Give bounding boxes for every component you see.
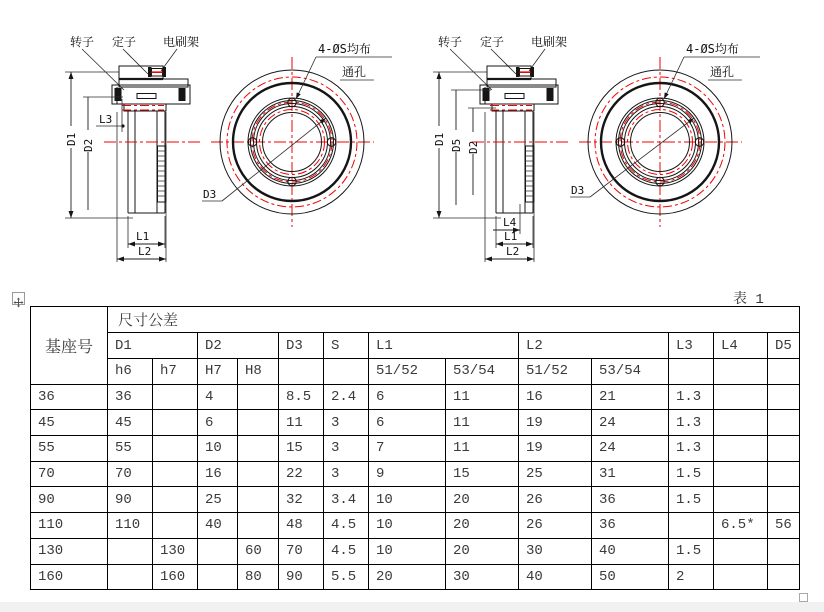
- cell[interactable]: 36: [31, 384, 108, 410]
- cell[interactable]: [238, 384, 279, 410]
- left-section-drawing[interactable]: [65, 34, 200, 262]
- cell[interactable]: 11: [446, 384, 519, 410]
- cell[interactable]: 3.4: [324, 487, 369, 513]
- left-dim-l2: L2: [138, 245, 152, 258]
- cell[interactable]: 6: [369, 410, 446, 436]
- table-row: [31, 513, 800, 539]
- cell[interactable]: 110: [108, 513, 153, 539]
- cell[interactable]: 7: [369, 436, 446, 462]
- header-cell-base-number[interactable]: 基座号: [31, 307, 108, 385]
- cell[interactable]: 70: [108, 461, 153, 487]
- left-dim-l3: L3: [99, 113, 113, 126]
- cell[interactable]: 26: [519, 487, 592, 513]
- cell[interactable]: [714, 564, 768, 590]
- cell[interactable]: 30: [519, 538, 592, 564]
- cell[interactable]: [153, 384, 198, 410]
- cell[interactable]: 32: [279, 487, 324, 513]
- cell[interactable]: 16: [198, 461, 238, 487]
- cell[interactable]: 40: [592, 538, 669, 564]
- cell[interactable]: 19: [519, 436, 592, 462]
- cell[interactable]: 55: [31, 436, 108, 462]
- cell[interactable]: 160: [31, 564, 108, 590]
- cell[interactable]: 8.5: [279, 384, 324, 410]
- cell[interactable]: 70: [31, 461, 108, 487]
- right-section-drawing[interactable]: [433, 34, 568, 262]
- cell[interactable]: [153, 487, 198, 513]
- header-cell-H7[interactable]: H7: [198, 359, 238, 385]
- cell[interactable]: 20: [446, 487, 519, 513]
- cell[interactable]: [238, 487, 279, 513]
- cell[interactable]: 56: [768, 513, 800, 539]
- left-brush-label: 电刷架: [163, 35, 200, 49]
- table-row: [31, 538, 800, 564]
- cell[interactable]: 2: [669, 564, 714, 590]
- cell[interactable]: [153, 513, 198, 539]
- cell[interactable]: 48: [279, 513, 324, 539]
- right-brush-label: 电刷架: [531, 35, 568, 49]
- cell[interactable]: 3: [324, 461, 369, 487]
- right-dim-l4: L4: [503, 216, 517, 229]
- right-front-drawing[interactable]: [570, 41, 760, 227]
- cell[interactable]: [153, 436, 198, 462]
- cell[interactable]: [768, 436, 800, 462]
- left-holes-note-line1: 4-ØS均布: [318, 42, 371, 56]
- cell[interactable]: 6: [198, 410, 238, 436]
- cell[interactable]: 10: [369, 538, 446, 564]
- cell[interactable]: 45: [108, 410, 153, 436]
- cell[interactable]: 45: [31, 410, 108, 436]
- left-d3-leader: [222, 118, 326, 201]
- cell[interactable]: 36: [108, 384, 153, 410]
- header-cell-l2-5152[interactable]: 51/52: [519, 359, 592, 385]
- right-brush-assembly: [516, 67, 534, 77]
- table-caption: 表 1: [733, 292, 764, 308]
- cell[interactable]: 1.5: [669, 487, 714, 513]
- cell[interactable]: 40: [198, 513, 238, 539]
- cell[interactable]: 40: [519, 564, 592, 590]
- cell[interactable]: 25: [519, 461, 592, 487]
- right-dim-d3: D3: [571, 184, 585, 197]
- header-cell-l1-5354[interactable]: 53/54: [446, 359, 519, 385]
- right-rotor-label: 转子: [438, 35, 463, 49]
- table-row: [31, 564, 800, 590]
- cell[interactable]: 24: [592, 410, 669, 436]
- cell[interactable]: 1.5: [669, 538, 714, 564]
- cell[interactable]: 20: [369, 564, 446, 590]
- header-cell-s[interactable]: S: [324, 333, 369, 359]
- cell[interactable]: 4: [198, 384, 238, 410]
- table-header-rows: [31, 307, 800, 385]
- header-cell-l2[interactable]: L2: [519, 333, 669, 359]
- table-row: [31, 384, 800, 410]
- right-shaft: [496, 111, 534, 213]
- left-dim-d1: D1: [65, 132, 78, 146]
- cell[interactable]: 15: [279, 436, 324, 462]
- cell[interactable]: 25: [198, 487, 238, 513]
- header-cell-empty[interactable]: [714, 359, 768, 385]
- cell[interactable]: 55: [108, 436, 153, 462]
- cell[interactable]: [238, 461, 279, 487]
- cell[interactable]: 60: [238, 538, 279, 564]
- cell[interactable]: 9: [369, 461, 446, 487]
- cell[interactable]: 30: [446, 564, 519, 590]
- table-row: [31, 436, 800, 462]
- right-holes-note-line2: 通孔: [710, 65, 735, 79]
- right-dim-d2: D2: [467, 140, 480, 154]
- cell[interactable]: 3: [324, 436, 369, 462]
- cell[interactable]: 3: [324, 410, 369, 436]
- left-brush-assembly: [148, 67, 166, 77]
- header-cell-h7[interactable]: h7: [153, 359, 198, 385]
- cell[interactable]: [238, 436, 279, 462]
- cell[interactable]: [768, 487, 800, 513]
- cell[interactable]: 90: [108, 487, 153, 513]
- header-cell-l2-5354[interactable]: 53/54: [592, 359, 669, 385]
- cell[interactable]: [768, 384, 800, 410]
- cell[interactable]: [768, 564, 800, 590]
- cell[interactable]: 22: [279, 461, 324, 487]
- header-cell-l1-5152[interactable]: 51/52: [369, 359, 446, 385]
- header-cell-tolerance[interactable]: 尺寸公差: [108, 307, 800, 333]
- header-cell-empty[interactable]: [669, 359, 714, 385]
- header-cell-h6[interactable]: h6: [108, 359, 153, 385]
- header-cell-empty[interactable]: [768, 359, 800, 385]
- cell[interactable]: 80: [238, 564, 279, 590]
- cell[interactable]: 1.3: [669, 436, 714, 462]
- cell[interactable]: 90: [31, 487, 108, 513]
- cell[interactable]: 11: [279, 410, 324, 436]
- move-arrows-icon: [13, 297, 24, 308]
- cell[interactable]: 2.4: [324, 384, 369, 410]
- right-dim-l1: L1: [504, 230, 518, 243]
- cell[interactable]: 110: [31, 513, 108, 539]
- table-row: [31, 487, 800, 513]
- technical-drawings: [0, 0, 824, 302]
- left-front-drawing[interactable]: [202, 41, 392, 227]
- cell[interactable]: 20: [446, 538, 519, 564]
- cell[interactable]: 15: [446, 461, 519, 487]
- header-cell-H8[interactable]: H8: [238, 359, 279, 385]
- cell[interactable]: [153, 410, 198, 436]
- header-cell-d3[interactable]: D3: [279, 333, 324, 359]
- cell[interactable]: 4.5: [324, 538, 369, 564]
- left-stator-label: 定子: [112, 35, 137, 49]
- dimension-table: [30, 306, 800, 590]
- cell[interactable]: 6.5*: [714, 513, 768, 539]
- left-holes-note-line2: 通孔: [342, 65, 367, 79]
- right-holes-leader: [664, 57, 684, 99]
- cell[interactable]: 10: [369, 513, 446, 539]
- left-dim-l1: L1: [136, 230, 150, 243]
- cell[interactable]: 50: [592, 564, 669, 590]
- table-resize-handle[interactable]: [799, 593, 808, 602]
- header-cell-d5[interactable]: D5: [768, 333, 800, 359]
- right-holes-note-line1: 4-ØS均布: [686, 42, 739, 56]
- header-cell-d1[interactable]: D1: [108, 333, 198, 359]
- cell[interactable]: 24: [592, 436, 669, 462]
- header-cell-l4[interactable]: L4: [714, 333, 768, 359]
- cell[interactable]: [714, 436, 768, 462]
- right-d3-leader: [590, 118, 694, 197]
- cell[interactable]: 160: [153, 564, 198, 590]
- cell[interactable]: [108, 538, 153, 564]
- table-row: [31, 461, 800, 487]
- cell[interactable]: 1.3: [669, 384, 714, 410]
- cell[interactable]: 130: [31, 538, 108, 564]
- table-move-handle[interactable]: [12, 292, 25, 305]
- left-holes-leader: [296, 57, 316, 99]
- cell[interactable]: 6: [369, 384, 446, 410]
- header-cell-l3[interactable]: L3: [669, 333, 714, 359]
- cell[interactable]: 1.3: [669, 410, 714, 436]
- cell[interactable]: [153, 461, 198, 487]
- left-dim-d3: D3: [203, 188, 217, 201]
- cell[interactable]: [768, 461, 800, 487]
- cell[interactable]: 90: [279, 564, 324, 590]
- cell[interactable]: [238, 410, 279, 436]
- cell[interactable]: 1.5: [669, 461, 714, 487]
- table-row: [31, 410, 800, 436]
- right-dim-d1: D1: [433, 132, 446, 146]
- cell[interactable]: [669, 513, 714, 539]
- cell[interactable]: 5.5: [324, 564, 369, 590]
- cell[interactable]: 10: [369, 487, 446, 513]
- left-shaft: [128, 111, 166, 213]
- cell[interactable]: 36: [592, 487, 669, 513]
- bottom-strip: [0, 602, 824, 612]
- left-rotor-label: 转子: [70, 35, 95, 49]
- cell[interactable]: [714, 487, 768, 513]
- header-cell-l1[interactable]: L1: [369, 333, 519, 359]
- cell[interactable]: 31: [592, 461, 669, 487]
- cell[interactable]: [714, 461, 768, 487]
- cell[interactable]: [714, 538, 768, 564]
- cell[interactable]: [238, 513, 279, 539]
- cell[interactable]: 20: [446, 513, 519, 539]
- table-body: [31, 384, 800, 590]
- cell[interactable]: 10: [198, 436, 238, 462]
- left-dim-d2: D2: [82, 138, 95, 152]
- right-stator-label: 定子: [480, 35, 505, 49]
- right-dim-l2: L2: [506, 245, 520, 258]
- left-stator-leader: [123, 49, 148, 74]
- cell[interactable]: [768, 410, 800, 436]
- right-rotor-body: [480, 79, 558, 111]
- cell[interactable]: 26: [519, 513, 592, 539]
- cell[interactable]: 36: [592, 513, 669, 539]
- header-cell-empty[interactable]: [279, 359, 324, 385]
- left-rotor-leader: [82, 49, 124, 90]
- cell[interactable]: 70: [279, 538, 324, 564]
- cell[interactable]: [198, 564, 238, 590]
- cell[interactable]: 11: [446, 436, 519, 462]
- cell[interactable]: 130: [153, 538, 198, 564]
- cell[interactable]: [714, 410, 768, 436]
- cell[interactable]: 11: [446, 410, 519, 436]
- cell[interactable]: 19: [519, 410, 592, 436]
- cell[interactable]: [714, 384, 768, 410]
- header-cell-d2[interactable]: D2: [198, 333, 279, 359]
- cell[interactable]: [198, 538, 238, 564]
- cell[interactable]: 4.5: [324, 513, 369, 539]
- cell[interactable]: 21: [592, 384, 669, 410]
- cell[interactable]: [768, 538, 800, 564]
- right-dim-d5: D5: [450, 138, 463, 152]
- cell[interactable]: 16: [519, 384, 592, 410]
- left-rotor-body: [112, 79, 190, 111]
- cell[interactable]: [108, 564, 153, 590]
- header-cell-empty[interactable]: [324, 359, 369, 385]
